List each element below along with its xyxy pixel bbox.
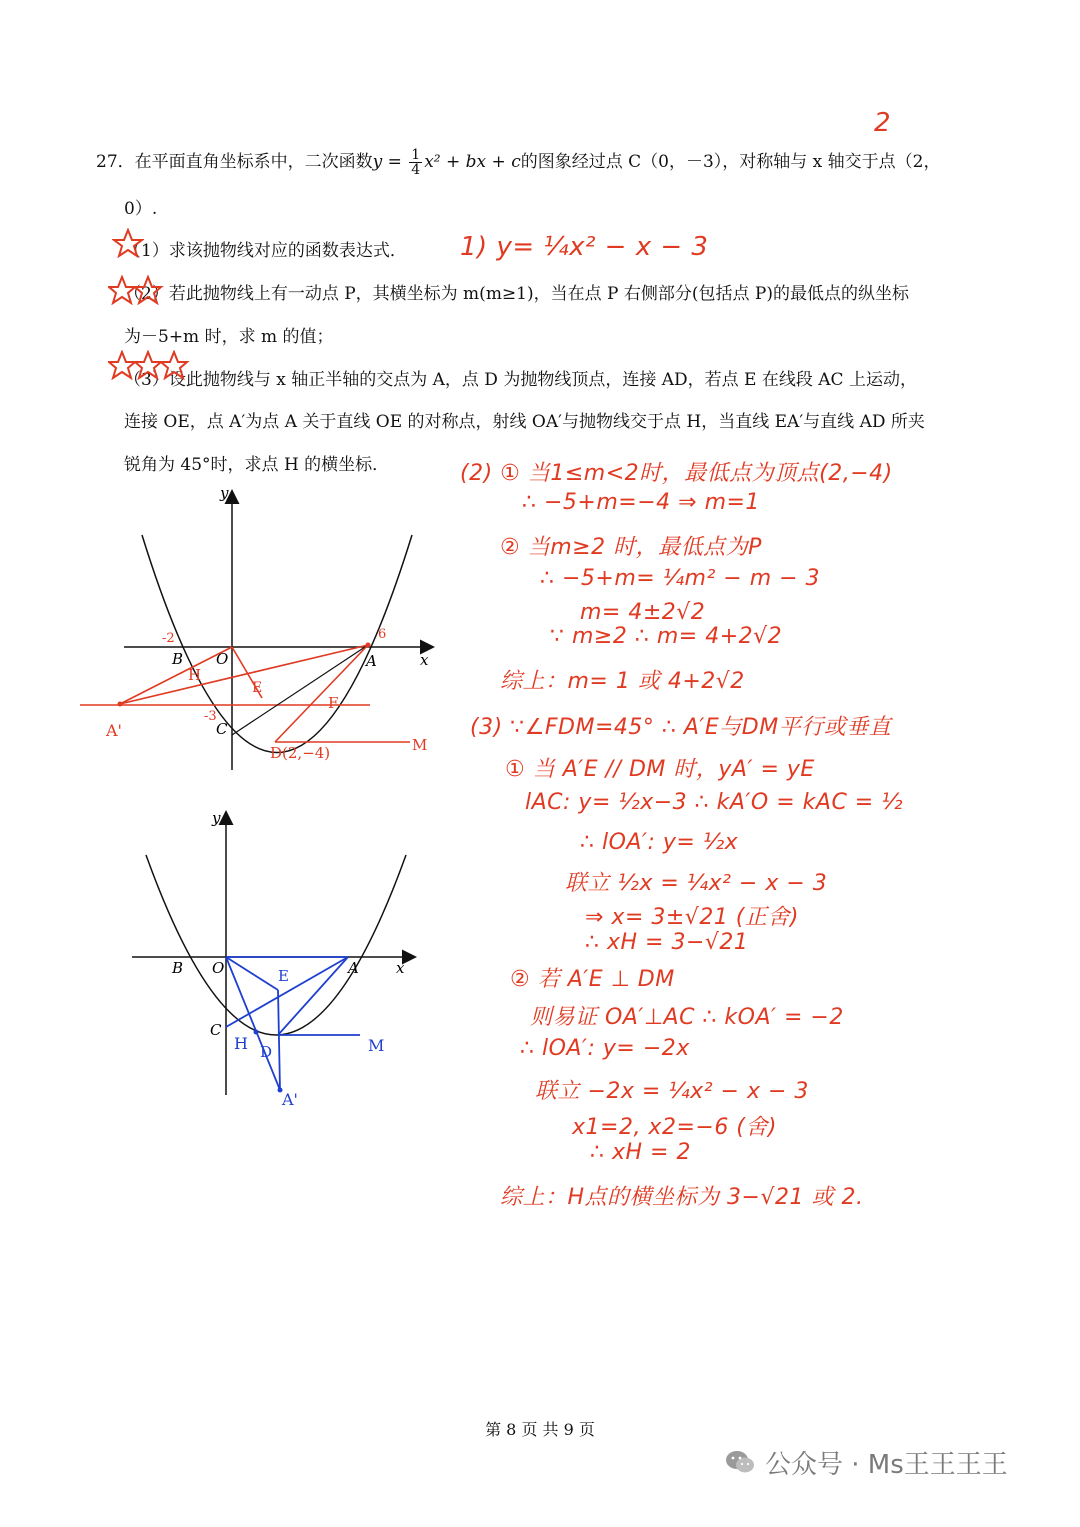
- hw-part3-step-5: 联立 ½x = ¼x² − x − 3: [565, 871, 828, 896]
- problem-part-3-line-3: 锐角为 45°时，求点 H 的横坐标．: [124, 455, 390, 475]
- fig2-point-a: A: [348, 959, 359, 977]
- equation-rhs: x² + bx + c: [424, 152, 521, 172]
- problem-part-3-line-1: （3）设此抛物线与 x 轴正半轴的交点为 A，点 D 为抛物线顶点，连接 AD，若点 E 在线段 AC 上运动，: [124, 370, 917, 390]
- fig2-line-oe: [226, 957, 278, 990]
- fig1-point-e: E: [252, 680, 263, 696]
- fig1-x-label: x: [420, 651, 429, 669]
- hw-part3-step-7: ∴ xH = 3−√21: [585, 930, 749, 955]
- fig2-point-m: M: [368, 1036, 385, 1055]
- hw-part3-step-9: 则易证 OA′⊥AC ∴ kOA′ = −2: [530, 1005, 844, 1030]
- fig1-point-c: C: [216, 720, 228, 738]
- fig2-parabola: [146, 855, 406, 1035]
- fig1-point-a: A: [366, 652, 377, 670]
- fig2-point-e: E: [278, 967, 289, 985]
- hw-part2-step-6: ∵ m≥2 ∴ m= 4+2√2: [550, 624, 783, 649]
- fig2-point-a-prime: A': [282, 1090, 298, 1109]
- problem-part-3-line-2: 连接 OE，点 A′为点 A 关于直线 OE 的对称点，射线 OA′与抛物线交于点 H，当直线 EA′与直线 AD 所夹: [124, 412, 925, 432]
- star-mark-icon: [112, 228, 144, 258]
- hw-part2-step-4: ∴ −5+m= ¼m² − m − 3: [540, 566, 821, 591]
- fraction: [409, 148, 422, 177]
- problem-intro: 27．在平面直角坐标系中，二次函数: [96, 152, 373, 172]
- fig2-point-d: D: [260, 1043, 273, 1061]
- equation-lhs: y =: [372, 152, 408, 172]
- hw-part3-step-3: lAC: y= ½x−3 ∴ kA′O = kAC = ½: [525, 790, 904, 815]
- hw-part3-step-8: ② 若 A′E ⊥ DM: [510, 967, 675, 992]
- fig1-point-h: H: [188, 666, 202, 684]
- fraction-denominator: 4: [411, 162, 421, 178]
- hw-part3-step-6: ⇒ x= 3±√21 (正舍): [585, 905, 799, 930]
- hw-part3-step-4: ∴ lOA′: y= ½x: [580, 830, 739, 855]
- hw-part3-step-11: 联立 −2x = ¼x² − x − 3: [535, 1079, 809, 1104]
- page-footer: 第 8 页 共 9 页: [485, 1420, 595, 1439]
- problem-part-2-line-2: 为－5+m 时，求 m 的值；: [124, 327, 334, 347]
- fig2-point-h: H: [234, 1034, 248, 1053]
- hw-part3-step-13: ∴ xH = 2: [590, 1140, 691, 1165]
- fig2-point-o: O: [212, 959, 225, 977]
- hw-part3-step-12: x1=2, x2=−6 (舍): [572, 1115, 777, 1140]
- watermark: [725, 1445, 1065, 1479]
- fig1-point-f: F: [328, 694, 339, 712]
- figure-2: [128, 805, 428, 1110]
- watermark-text: 公众号 · Ms王王王王: [765, 1449, 1008, 1480]
- fraction-numerator: 1: [411, 147, 421, 163]
- hw-part2-step-5: m= 4±2√2: [580, 600, 706, 625]
- hw-part2-conclusion: 综上：m= 1 或 4+2√2: [500, 669, 745, 694]
- hw-part2-step-2: ∴ −5+m=−4 ⇒ m=1: [522, 490, 760, 515]
- fig1-point-a-prime: A': [106, 721, 122, 740]
- fig1-tick-neg3: -3: [204, 709, 217, 724]
- problem-condition: 的图象经过点 C（0，－3），对称轴与 x 轴交于点（2，: [520, 152, 941, 172]
- fig2-y-label: y: [212, 809, 221, 827]
- triple-star-mark-icon: [108, 350, 192, 380]
- hw-mark-top: 2: [874, 108, 892, 138]
- fig1-point-o: O: [216, 650, 229, 668]
- fig1-point-m: M: [412, 736, 428, 754]
- wechat-icon: [725, 1449, 755, 1475]
- problem-part-1: （1）求该抛物线对应的函数表达式．: [124, 241, 407, 261]
- fig1-point-b: B: [172, 650, 184, 668]
- hw-part3-step-10: ∴ lOA′: y= −2x: [520, 1036, 690, 1061]
- hw-answer-1: 1) y= ¼x² − x − 3: [460, 232, 709, 262]
- fig2-point-b: B: [172, 959, 184, 977]
- fig1-y-label: y: [220, 484, 229, 502]
- hw-part3-step-1: (3) ∵∠FDM=45° ∴ A′E与DM平行或垂直: [470, 715, 892, 740]
- fig2-ray-oa-prime: [226, 957, 280, 1090]
- fig1-line-ad: [275, 645, 368, 742]
- hw-part2-step-1: (2) ① 当1≤m<2时，最低点为顶点(2,−4): [460, 461, 893, 486]
- hw-part2-step-3: ② 当m≥2 时，最低点为P: [500, 535, 762, 560]
- double-star-mark-icon: [108, 275, 164, 305]
- fig2-line-ea-prime: [278, 990, 280, 1090]
- hw-part3-step-2: ① 当 A′E // DM 时，yA′ = yE: [505, 757, 815, 782]
- problem-line-1: [96, 148, 940, 177]
- hw-final-conclusion: 综上：H点的横坐标为 3−√21 或 2.: [500, 1185, 864, 1210]
- fig1-point-d: D(2,−4): [270, 744, 331, 762]
- fig1-tick-6: 6: [378, 627, 387, 642]
- problem-line-2: 0）.: [124, 199, 158, 219]
- fig1-parabola: [142, 535, 412, 753]
- fig2-x-label: x: [396, 959, 405, 977]
- fig2-point-c: C: [210, 1021, 222, 1039]
- figure-1: [80, 480, 450, 780]
- problem-part-2-line-1: （2）若此抛物线上有一动点 P，其横坐标为 m(m≥1)，当在点 P 右侧部分(包括点 P)的最低点的纵坐标: [124, 284, 909, 304]
- fig1-tick-neg2: -2: [162, 631, 175, 646]
